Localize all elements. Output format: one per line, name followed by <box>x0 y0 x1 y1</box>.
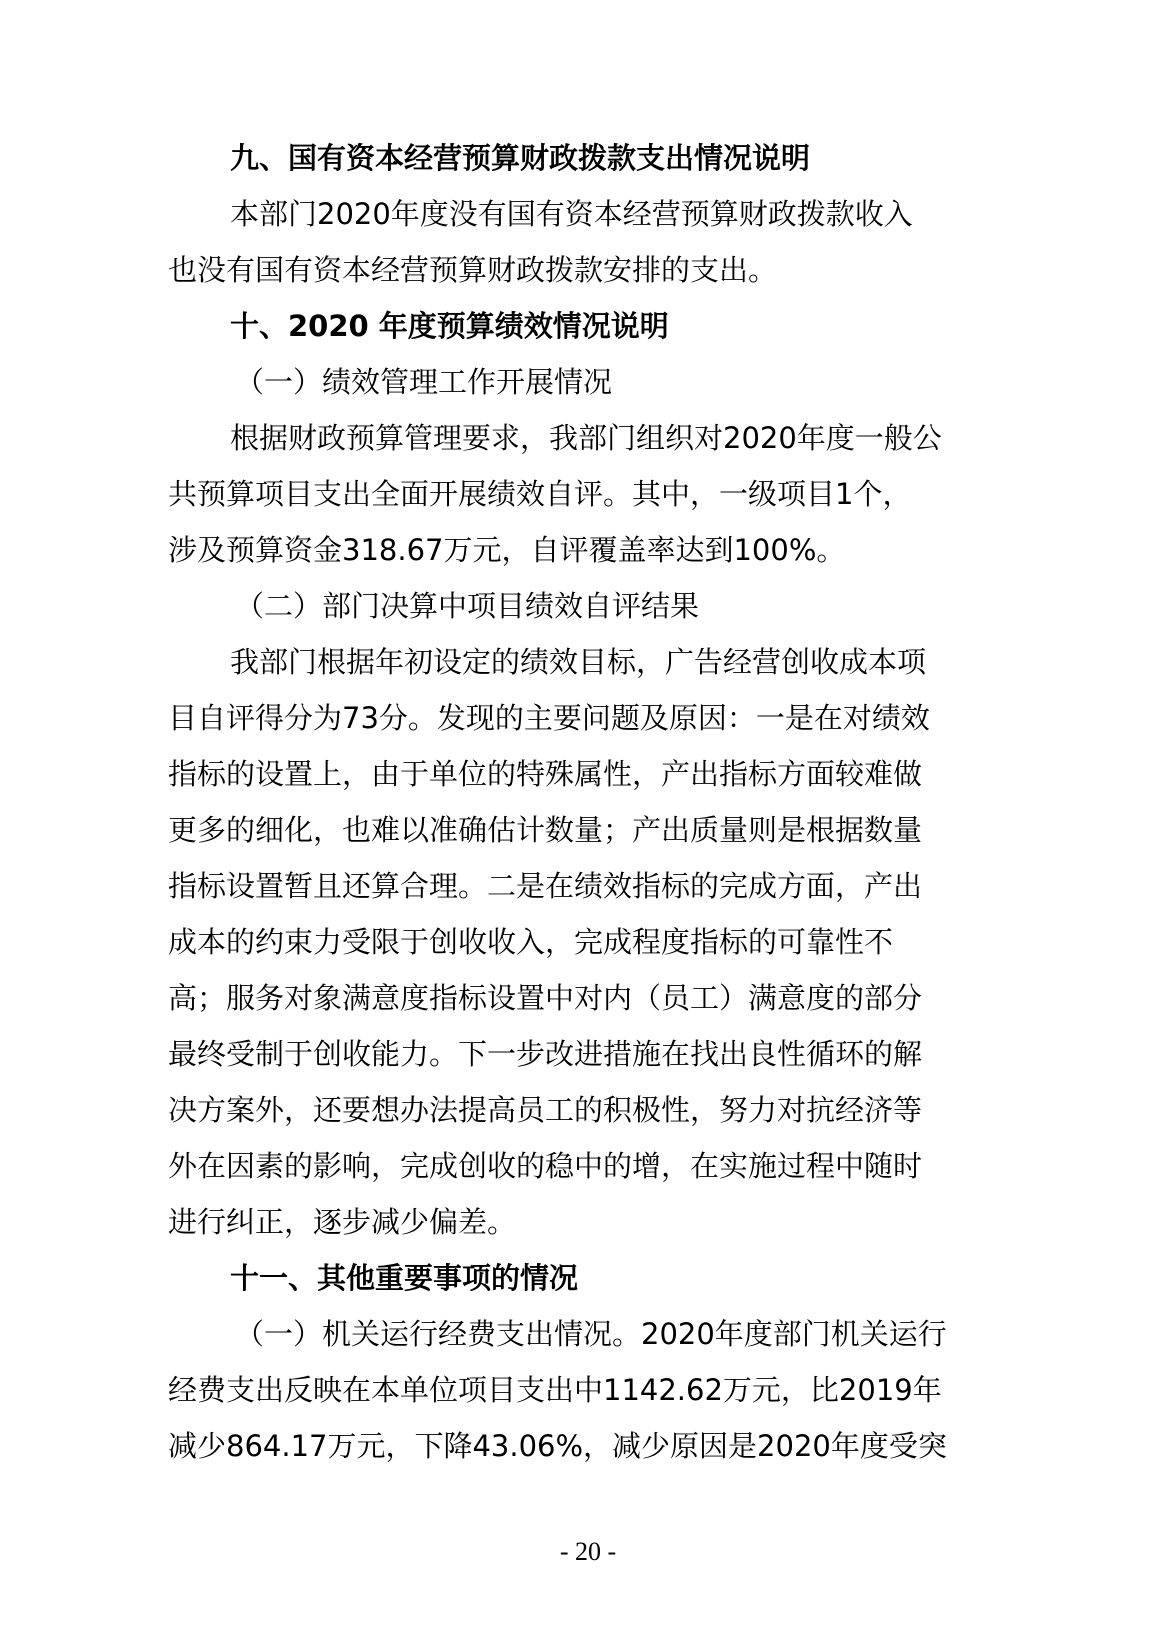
section-10-sub2-line-4: 更多的细化，也难以准确估计数量；产出质量则是根据数量 <box>168 813 923 847</box>
section-11-heading: 十一、其他重要事项的情况 <box>230 1261 579 1295</box>
section-10-sub1-line-3: 涉及预算资金318.67万元，自评覆盖率达到100%。 <box>168 533 846 567</box>
section-10-sub1-title: （一）绩效管理工作开展情况 <box>235 365 613 399</box>
page-number: - 20 - <box>559 1537 617 1566</box>
section-10-sub2-line-8: 最终受制于创收能力。下一步改进措施在找出良性循环的解 <box>168 1037 923 1071</box>
section-10-sub2-line-11: 进行纠正，逐步减少偏差。 <box>168 1205 517 1239</box>
section-10-sub2-line-6: 成本的约束力受限于创收收入，完成程度指标的可靠性不 <box>168 925 894 959</box>
section-10-sub2-line-3: 指标的设置上，由于单位的特殊属性，产出指标方面较难做 <box>168 757 923 791</box>
section-10-sub2-line-10: 外在因素的影响，完成创收的稳中的增，在实施过程中随时 <box>168 1149 923 1183</box>
section-10-sub2-title: （二）部门决算中项目绩效自评结果 <box>235 589 700 623</box>
section-10-sub1-line-2: 共预算项目支出全面开展绩效自评。其中，一级项目1个， <box>168 477 912 511</box>
section-11-line-3: 减少864.17万元，下降43.06%，减少原因是2020年度受突 <box>168 1429 947 1463</box>
section-10-sub2-line-1: 我部门根据年初设定的绩效目标，广告经营创收成本项 <box>230 645 927 679</box>
section-10-sub2-line-2: 目自评得分为73分。发现的主要问题及原因：一是在对绩效 <box>168 701 930 735</box>
section-10-sub2-line-5: 指标设置暂且还算合理。二是在绩效指标的完成方面，产出 <box>168 869 923 903</box>
section-11-line-2: 经费支出反映在本单位项目支出中1142.62万元，比2019年 <box>168 1373 942 1407</box>
section-10-sub2-line-9: 决方案外，还要想办法提高员工的积极性，努力对抗经济等 <box>168 1093 923 1127</box>
section-10-sub2-line-7: 高；服务对象满意度指标设置中对内（员工）满意度的部分 <box>168 981 923 1015</box>
section-9-line-1: 本部门2020年度没有国有资本经营预算财政拨款收入 <box>230 197 913 231</box>
section-11-line-1: （一）机关运行经费支出情况。2020年度部门机关运行 <box>235 1317 947 1351</box>
section-10-sub1-line-1: 根据财政预算管理要求，我部门组织对2020年度一般公 <box>230 421 942 455</box>
section-10-heading: 十、2020 年度预算绩效情况说明 <box>230 309 669 343</box>
section-9-heading: 九、国有资本经营预算财政拨款支出情况说明 <box>230 141 811 175</box>
section-9-line-2: 也没有国有资本经营预算财政拨款安排的支出。 <box>168 253 778 287</box>
